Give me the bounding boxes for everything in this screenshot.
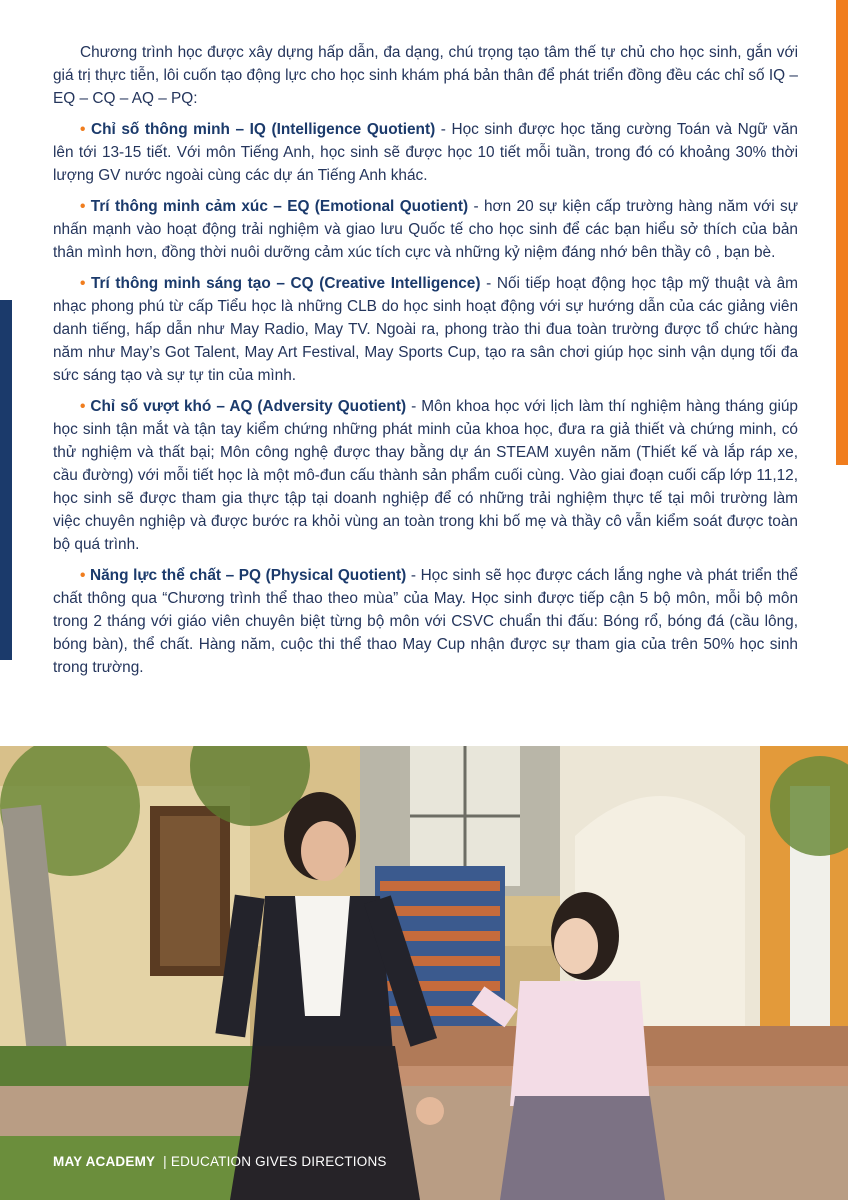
school-photo: [0, 746, 848, 1200]
footer-separator: |: [163, 1154, 167, 1169]
photo-illustration: [0, 746, 848, 1200]
footer-brand: MAY ACADEMY: [53, 1154, 156, 1169]
bullet-iq: [53, 118, 798, 187]
bullet-dot: •: [80, 398, 86, 415]
bullet-title: Chỉ số vượt khó – AQ (Adversity Quotient): [90, 398, 407, 415]
bullet-title: Chỉ số thông minh – IQ (Intelligence Quotient): [90, 121, 436, 138]
bullet-aq: [53, 395, 798, 556]
navy-accent-bar: [0, 300, 12, 660]
intro-paragraph: Chương trình học được xây dựng hấp dẫn, đa dạng, chú trọng tạo tâm thế tự chủ cho học sinh, gắn với giá trị thực tiễn, lôi cuốn tạo động lực cho học sinh khám phá bản thân để phát triển đồng đều các chỉ số IQ – EQ – CQ – AQ – PQ:: [53, 44, 798, 107]
bullet-title: Trí thông minh sáng tạo – CQ (Creative Intelligence): [91, 275, 481, 292]
article-body: [53, 41, 798, 687]
bullet-eq: [53, 195, 798, 264]
bullet-pq: [53, 564, 798, 679]
footer: [53, 1154, 387, 1169]
bullet-dot: •: [80, 198, 86, 215]
bullet-dot: •: [80, 567, 86, 584]
bullet-text: - hơn 20 sự kiện cấp trường hàng năm với sự nhấn mạnh vào hoạt động trải nghiệm và giao lưu Quốc tế cho học sinh để các bạn hiểu sở thích của bản thân mình hơn, đồng thời nuôi dưỡng cảm xúc tích cực và những kỷ niệm đáng nhớ bên thầy cô , bạn bè.: [53, 198, 798, 261]
footer-tagline: EDUCATION GIVES DIRECTIONS: [170, 1154, 387, 1169]
bullet-text: - Học sinh sẽ học được cách lắng nghe và phát triển thể chất thông qua “Chương trình thể thao theo mùa” của May. Học sinh được tiếp cận 5 bộ môn, mỗi bộ môn trong 2 tháng với giáo viên chuyên biệt từng bộ môn với CSVC chuẩn thi đấu: Bóng rổ, bóng đá (cầu lông, bóng bàn), thể chất. Hàng năm, cuộc thi thể thao May Cup nhận được sự tham gia của trên 50% học sinh trong trường.: [53, 567, 798, 676]
bullet-cq: [53, 272, 798, 387]
bullet-text: - Học sinh được học tăng cường Toán và Ngữ văn lên tới 13-15 tiết. Với môn Tiếng Anh, học sinh sẽ được học 10 tiết mỗi tuần, trong đó có khoảng 30% thời lượng GV nước ngoài cùng các dự án Tiếng Anh khác.: [53, 121, 798, 184]
bullet-text: - Môn khoa học với lịch làm thí nghiệm hàng tháng giúp học sinh tận mắt và tận tay kiểm chứng những phát minh của khoa học, đưa ra giả thiết và chứng minh, có thử nghiệm và thất bại; Môn công nghệ được thay bằng dự án STEAM xuyên năm (Thiết kế và lắp ráp xe, cầu đường) với mỗi tiết học là một mô-đun cấu thành sản phẩm cuối cùng. Vào giai đoạn cuối cấp lớp 11,12, học sinh sẽ được tham gia thực tập tại doanh nghiệp để có những trải nghiệm thực tế tại môi trường làm việc chuyên nghiệp và được bước ra khỏi vùng an toàn trong khi bố mẹ và thầy cô vẫn kiểm soát được toàn bộ quá trình.: [53, 398, 798, 553]
bullet-dot: •: [80, 121, 86, 138]
bullet-title: Năng lực thể chất – PQ (Physical Quotient): [90, 567, 407, 584]
bullet-dot: •: [80, 275, 86, 292]
bullet-text: - Nối tiếp hoạt động học tập mỹ thuật và âm nhạc phong phú từ cấp Tiểu học là những CLB do học sinh hoạt động với sự hướng dẫn của các giảng viên danh tiếng, hấp dẫn như May Radio, May TV. Ngoài ra, phong trào thi đua toàn trường được tổ chức hàng năm như May’s Got Talent, May Art Festival, May Sports Cup, tạo ra sân chơi giúp học sinh vận dụng tối đa sức sáng tạo và sự tự tin của mình.: [53, 275, 798, 384]
orange-accent-bar: [836, 0, 848, 465]
bullet-title: Trí thông minh cảm xúc – EQ (Emotional Quotient): [90, 198, 469, 215]
